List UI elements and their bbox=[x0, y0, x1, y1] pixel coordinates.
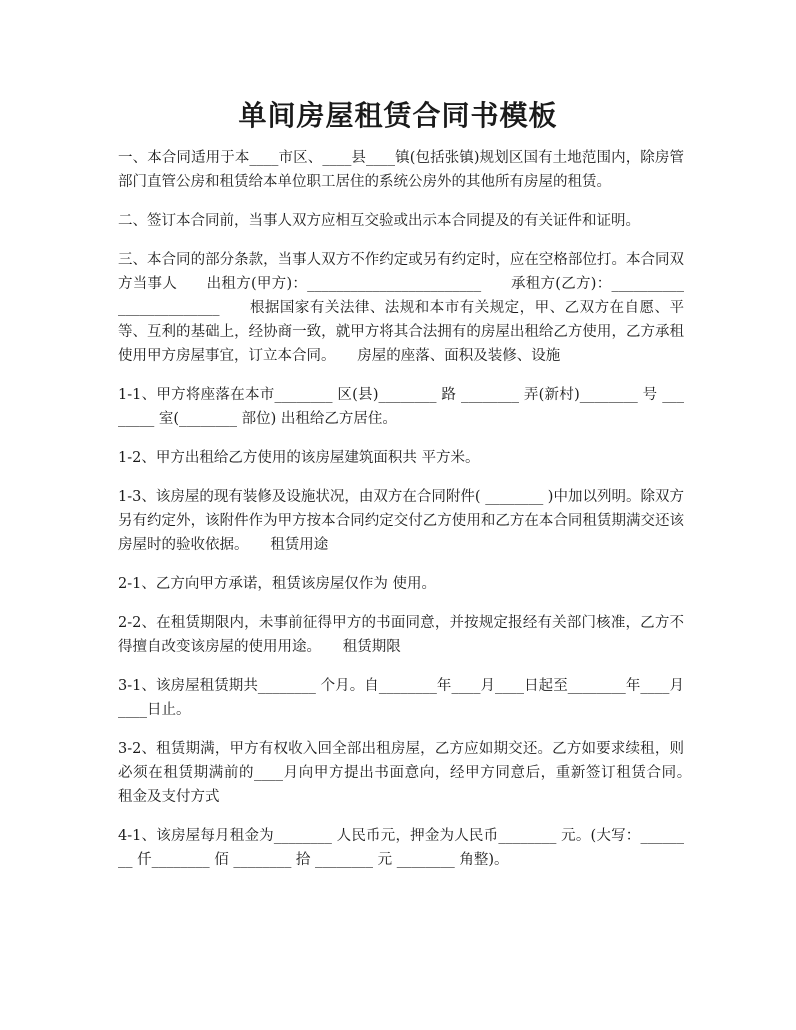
clause-3-2: 3-2、租赁期满，甲方有权收入回全部出租房屋，乙方应如期交还。乙方如要求续租，则必须在租赁期满前的____月向甲方提出书面意向，经甲方同意后，重新签订租赁合同。 租金及支付方式 bbox=[118, 741, 713, 805]
clause-1-2: 1-2、甲方出租给乙方使用的该房屋建筑面积共 平方米。 bbox=[118, 450, 480, 466]
document-body bbox=[118, 146, 713, 887]
paragraph-1: 一、本合同适用于本____市区、____县____镇(包括张镇)规划区国有土地范围内，除房管部门直管公房和租赁给本单位职工居住的系统公房外的其他所有房屋的租赁。 bbox=[118, 150, 684, 190]
clause-2-2: 2-2、在租赁期限内，未事前征得甲方的书面同意，并按规定报经有关部门核准，乙方不得擅自改变该房屋的使用用途。 租赁期限 bbox=[118, 615, 684, 655]
clause-1-3: 1-3、该房屋的现有装修及设施状况，由双方在合同附件( ________ )中加以列明。除双方另有约定外，该附件作为甲方按本合同约定交付乙方使用和乙方在本合同租赁期满交还该房屋时的验收依据。 租赁用途 bbox=[118, 489, 684, 553]
clause-2-1: 2-1、乙方向甲方承诺，租赁该房屋仅作为 使用。 bbox=[118, 576, 436, 592]
clause-4-1: 4-1、该房屋每月租金为________ 人民币元，押金为人民币________ 元。(大写：________ 仟________ 佰 ________ 拾 ________ 元 ________ 角整)。 bbox=[118, 828, 684, 868]
clause-1-1: 1-1、甲方将座落在本市________ 区(县)________ 路 ________ 弄(新村)________ 号 ________ 室(________ 部位) 出租给乙方居住。 bbox=[118, 387, 684, 427]
paragraph-2: 二、签订本合同前，当事人双方应相互交验或出示本合同提及的有关证件和证明。 bbox=[118, 213, 640, 229]
paragraph-3: 三、本合同的部分条款，当事人双方不作约定或另有约定时，应在空格部位打。本合同双方当事人 出租方(甲方)：________________________ 承租方(乙方)：________________________ 根据国家有关法律、法规和本市有关规定，甲、乙双方在自愿、平等、互利的基础上，经协商一致，就甲方将其合法拥有的房屋出租给乙方使用，乙方承租使用甲方房屋事宜，订立本合同。 房屋的座落、面积及装修、设施 bbox=[118, 252, 684, 364]
document-title: 单间房屋租赁合同书模板 bbox=[238, 99, 558, 132]
clause-3-1: 3-1、该房屋租赁期共________ 个月。自________年____月____日起至________年____月____日止。 bbox=[118, 678, 684, 718]
